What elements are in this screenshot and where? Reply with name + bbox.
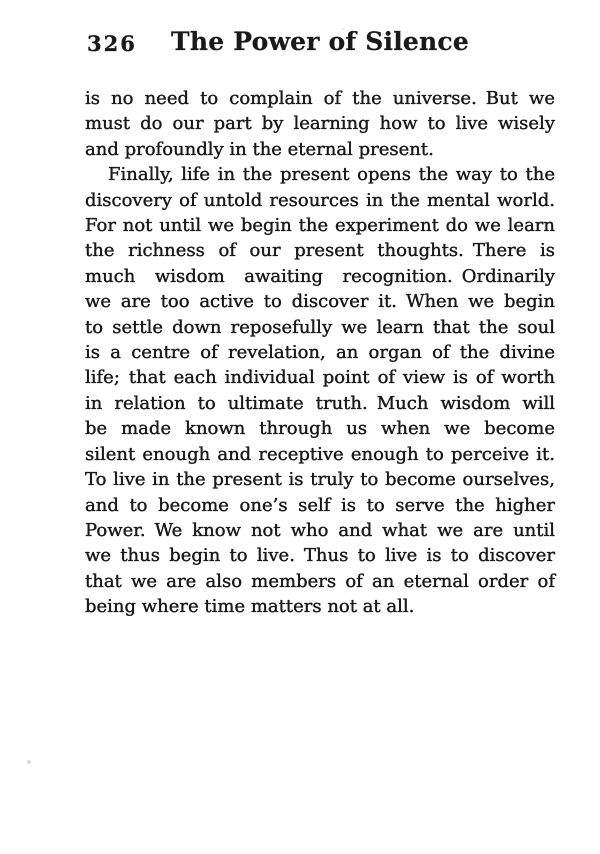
text-line: that we are also members of an eternal order of xyxy=(85,570,555,592)
page-number: 326 xyxy=(87,31,137,56)
text-line: life; that each individual point of view is of worth xyxy=(85,367,555,389)
text-line: be made known through us when we become xyxy=(85,418,555,440)
text-line: we thus begin to live. Thus to live is to discover xyxy=(85,545,555,567)
scan-speck xyxy=(406,31,409,33)
text-line: to settle down reposefully we learn that the soul xyxy=(85,316,555,338)
text-line: Finally, life in the present opens the way to the xyxy=(108,164,555,186)
text-line: discovery of untold resources in the mental world. xyxy=(85,189,555,211)
text-line: silent enough and receptive enough to perceive it. xyxy=(85,443,555,465)
page-body xyxy=(85,86,555,620)
text-line: we are too active to discover it. When we begin xyxy=(85,291,555,313)
text-line: much wisdom awaiting recognition. Ordinarily xyxy=(85,265,555,287)
text-line: in relation to ultimate truth. Much wisdom will xyxy=(85,392,555,414)
text-line: For not until we begin the experiment do we learn xyxy=(85,215,555,237)
text-line: being where time matters not at all. xyxy=(85,596,415,618)
running-title: The Power of Silence xyxy=(171,27,469,56)
text-line: and to become one’s self is to serve the higher xyxy=(85,494,555,516)
scan-speck xyxy=(342,28,345,30)
text-line: must do our part by learning how to live wisely xyxy=(85,113,555,135)
running-header xyxy=(85,27,555,61)
text-line: is a centre of revelation, an organ of the divine xyxy=(85,342,555,364)
text-line: and profoundly in the eternal present. xyxy=(85,138,434,160)
text-line: the richness of our present thoughts. There is xyxy=(85,240,555,262)
text-line: Power. We know not who and what we are until xyxy=(85,519,555,541)
text-line: To live in the present is truly to become ourselves, xyxy=(85,469,555,491)
scan-speck xyxy=(27,760,31,764)
text-line: is no need to complain of the universe. But we xyxy=(85,88,555,109)
